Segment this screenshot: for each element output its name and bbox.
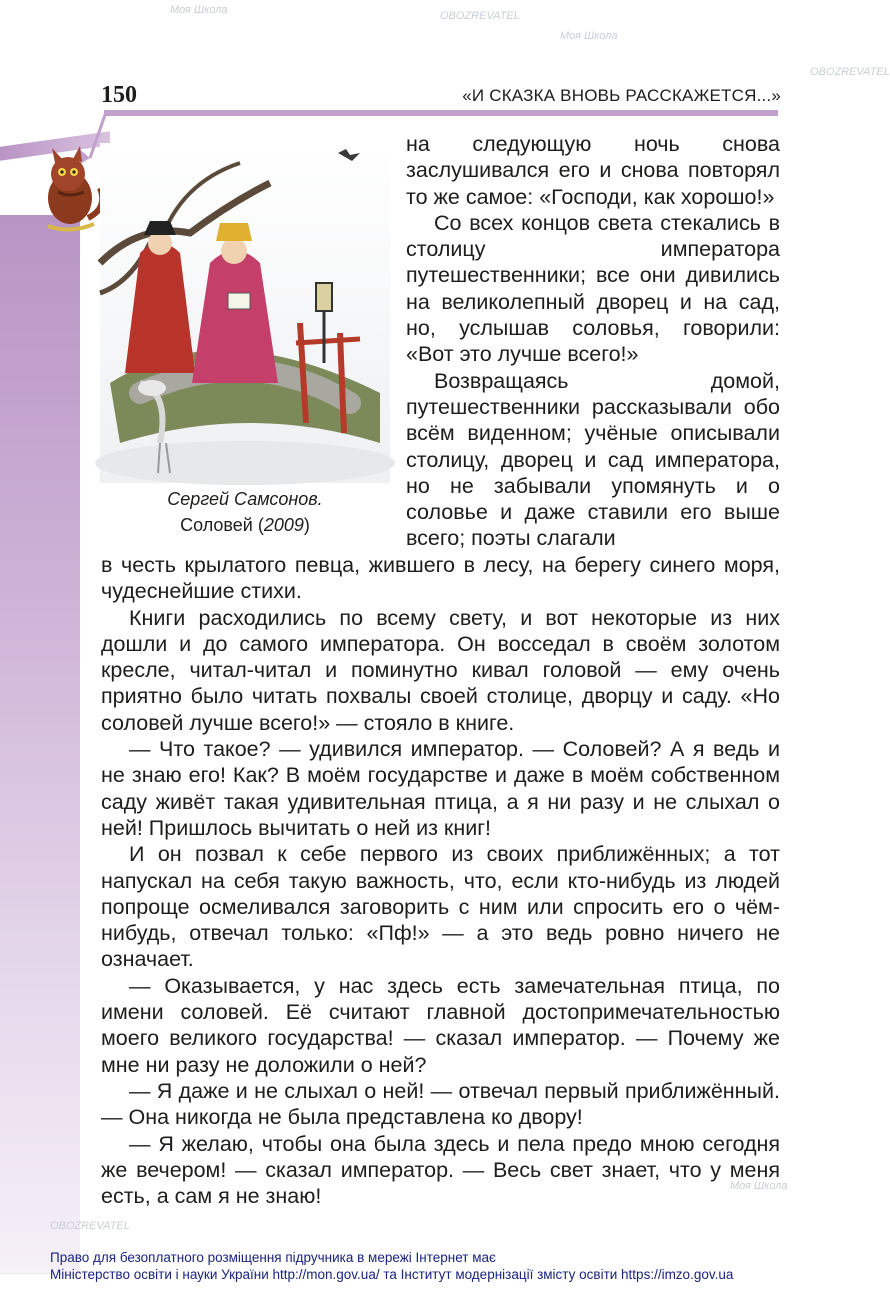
page-number: 150	[101, 82, 137, 108]
footer-line-1: Право для безоплатного розміщення підручника в мережі Інтернет має	[50, 1250, 496, 1265]
paragraph: — Оказывается, у нас здесь есть замечательная птица, по имени соловей. Её считают главной достопримечательностью моего великого государства! — сказал император. — Почему же мне ни разу не доложили о ней?	[101, 973, 780, 1077]
watermark: Моя Школа	[730, 1180, 788, 1192]
paragraph: — Я желаю, чтобы она была здесь и пела предо мною сегодня же вечером! — сказал император. — Весь свет знает, что у меня есть, а сам я не знаю!	[101, 1131, 780, 1209]
paragraph: И он позвал к себе первого из своих приближённых; а тот напускал на себя такую важность, что, если кто-нибудь из людей попроще осмеливался заговорить с ним или спросить его о чём-нибудь, отвечал только: «Пф!» — а это ведь ровно ничего не означает.	[101, 842, 780, 972]
watermark: OBOZREVATEL	[50, 1220, 130, 1232]
caption-close: )	[303, 515, 310, 535]
paragraph: на следующую ночь снова заслушивался его и снова повторял то же самое: «Господи, как хорошо!»	[406, 132, 780, 209]
watermark: OBOZREVATEL	[810, 66, 890, 78]
paragraph: в честь крылатого певца, жившего в лесу, на берегу синего моря, чудеснейшие стихи.	[101, 553, 780, 604]
illustration-caption	[100, 486, 390, 538]
caption-title: Соловей (	[180, 515, 264, 535]
paragraph: Книги расходились по всему свету, и вот некоторые из них дошли и до самого императора. Он восседал в своём золотом кресле, читал-читал и поминутно кивал головой — ему очень приятно было читать похвалы своей столице, дворцу и саду. «Но соловей лучше всего!» — стояло в книге.	[101, 605, 780, 735]
watermark: Моя Школа	[170, 4, 228, 16]
nightingale-illustration	[100, 143, 390, 483]
watermark: OBOZREVATEL	[440, 10, 520, 22]
sidebar-band	[0, 215, 80, 1275]
header-rule	[104, 110, 778, 116]
caption-year: 2009	[263, 515, 304, 535]
chapter-title: «И СКАЗКА ВНОВЬ РАССКАЖЕТСЯ...»	[462, 86, 781, 105]
paragraph: Со всех концов света стекались в столицу императора путешественники; все они дивились на великолепный дворец и на сад, но, услышав соловья, говорили: «Вот это лучше всего!»	[406, 210, 780, 367]
paragraph: — Что такое? — удивился император. — Соловей? А я ведь и не знаю его! Как? В моём государстве и даже в моём собственном саду живёт такая удивительная птица, а я ни разу и не слыхал о ней! Пришлось вычитать о ней из книг!	[101, 737, 780, 840]
full-width-text	[101, 552, 780, 1209]
paragraph: Возвращаясь домой, путешественники рассказывали обо всём виденном; учёные описывали столицу, дворец и сад императора, но не забывали упомянуть и о соловье и даже ставили его выше всего; поэты слагали	[406, 368, 780, 551]
watermark: Моя Школа	[560, 30, 618, 42]
footer-line-2: Міністерство освіти і науки України http://mon.gov.ua/ та Інститут модернізації змісту освіти https://imzo.gov.ua	[50, 1267, 734, 1282]
paragraph: — Я даже и не слыхал о ней! — отвечал первый приближённый. — Она никогда не была представлена ко двору!	[101, 1078, 780, 1130]
caption-title-line	[100, 512, 390, 538]
narrow-text-column	[406, 131, 780, 552]
caption-author: Сергей Самсонов.	[167, 489, 323, 509]
footer-copyright	[50, 1249, 830, 1283]
